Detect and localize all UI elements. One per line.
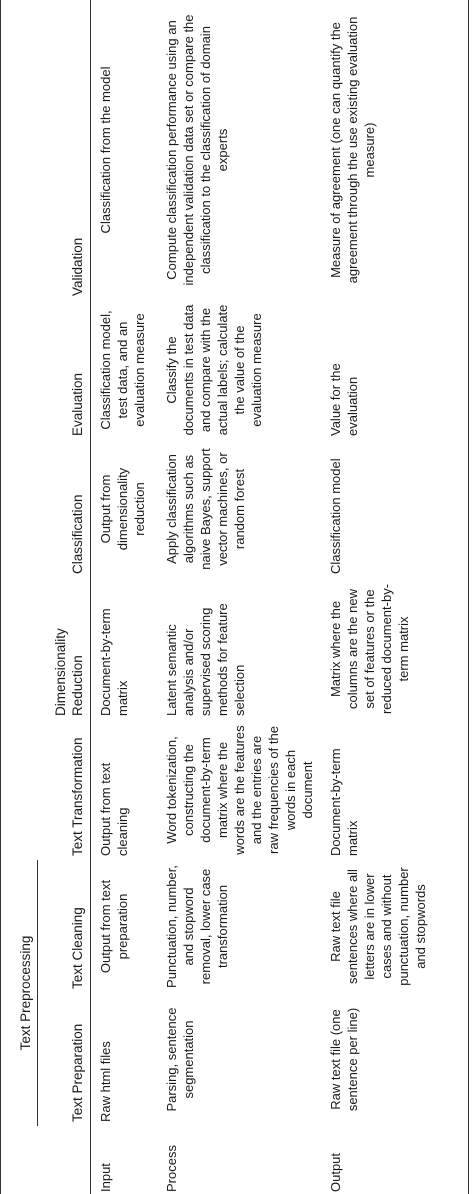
group-spacer xyxy=(0,1126,38,1194)
row-label-process: Process xyxy=(164,1145,179,1192)
table-cell: Word tokenization, constructing the document-by-term matrix where the words are the features and the entries are raw frequencies of the words in each document xyxy=(164,725,315,855)
column-header-text-cleaning: Text Cleaning xyxy=(38,860,91,993)
table-cell: Punctuation, number, and stopword removal, lower case transformation xyxy=(164,865,230,988)
group-spacer-right xyxy=(0,0,38,860)
column-header-row xyxy=(38,0,91,1194)
column-header-classification: Classification xyxy=(38,440,91,578)
table-cell: Raw text file (one sentence per line) xyxy=(328,1007,360,1112)
column-header-dimensionality-reduction: Dimensionality Reduction xyxy=(38,578,91,720)
table-cell: Value for the evaluation xyxy=(328,363,360,436)
column-header-text-transformation: Text Transformation xyxy=(38,720,91,860)
column-header-evaluation: Evaluation xyxy=(38,300,91,440)
group-header-row xyxy=(0,0,38,1194)
column-header-label xyxy=(38,1126,91,1194)
table-cell: Matrix where the columns are the new set of features or the reduced document-by-term matrix xyxy=(328,583,411,715)
table-cell: Raw text file sentences where all letters are in lower cases and without punctuation, number and stopwords xyxy=(328,867,428,986)
table-cell: Apply classification algorithms such as naive Bayes, support vector machines, or random forest xyxy=(164,448,247,570)
table-row-output xyxy=(321,0,461,1194)
table-cell: Classify the documents in test data and compare with the actual labels; calculate the value of the evaluation measure xyxy=(164,304,264,436)
table-cell: Classification model xyxy=(328,458,343,574)
table-cell: Compute classification performance using an independent validation data set or compare the classification to the classification of domain experts xyxy=(164,14,230,286)
table-row-input xyxy=(91,0,158,1194)
table-cell: Output from text cleaning xyxy=(98,762,130,856)
table-cell: Output from text preparation xyxy=(98,879,130,974)
table-cell: Document-by-term matrix xyxy=(328,748,360,856)
row-label-output: Output xyxy=(328,1152,343,1192)
table-cell: Classification model, test data, and an evaluation measure xyxy=(98,310,147,430)
table-cell: Measure of agreement (one can quantify the agreement through the use existing evaluation measure) xyxy=(328,16,377,284)
table-cell: Document-by-term matrix xyxy=(98,608,130,716)
table-cell: Parsing, sentence segmentation xyxy=(164,1007,196,1112)
table-cell: Latent semantic analysis and/or supervised scoring methods for feature selection xyxy=(164,603,247,716)
group-header-text-preprocessing: Text Preprocessing xyxy=(0,860,38,1126)
table-row-process xyxy=(157,0,321,1194)
column-header-validation: Validation xyxy=(38,0,91,300)
table-cell: Output from dimensionality reduction xyxy=(98,467,147,551)
table-cell: Classification from the model xyxy=(98,66,113,234)
table-cell: Raw html files xyxy=(98,1041,113,1122)
column-header-text-preparation: Text Preparation xyxy=(38,993,91,1126)
bottom-rule xyxy=(468,0,469,1194)
row-label-input: Input xyxy=(98,1163,113,1192)
